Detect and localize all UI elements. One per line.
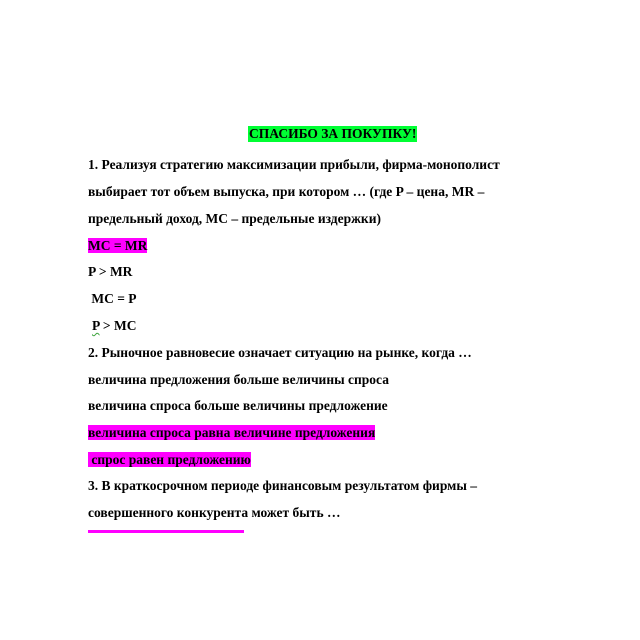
q1-option-3: MC = P [88,291,137,306]
q1-option-2: P > MR [88,264,133,279]
q1-line-3: предельный доход, MC – предельные издержки) [88,211,381,226]
document-title: СПАСИБО ЗА ПОКУПКУ! [249,126,417,141]
q2-option-1: величина предложения больше величины спроса [88,372,389,387]
q2-correct-answer-2: спрос равен предложению [88,452,251,467]
q2-option-2: величина спроса больше величины предложение [88,398,388,413]
cut-off-highlight [88,530,244,533]
q2-line-1: 2. Рыночное равновесие означает ситуацию на рынке, когда … [88,345,472,360]
q1-option-4-rest: > MC [99,318,137,333]
spellcheck-word: P [92,318,100,333]
q3-line-2: совершенного конкурента может быть … [88,505,341,520]
q3-line-1: 3. В краткосрочном периоде финансовым результатом фирмы – [88,478,478,493]
q1-option-1 [88,238,147,254]
q1-correct-answer: MC = MR [88,238,148,253]
q2-correct-answer-1: величина спроса равна величине предложения [88,425,376,440]
q1-line-2: выбирает тот объем выпуска, при котором … (где P – цена, MR – [88,184,485,199]
q1-line-1: 1. Реализуя стратегию максимизации прибыли, фирма-монополист [88,157,500,172]
q2-option-4 [88,452,251,468]
q2-option-3 [88,425,375,441]
q1-option-4 [92,318,136,334]
